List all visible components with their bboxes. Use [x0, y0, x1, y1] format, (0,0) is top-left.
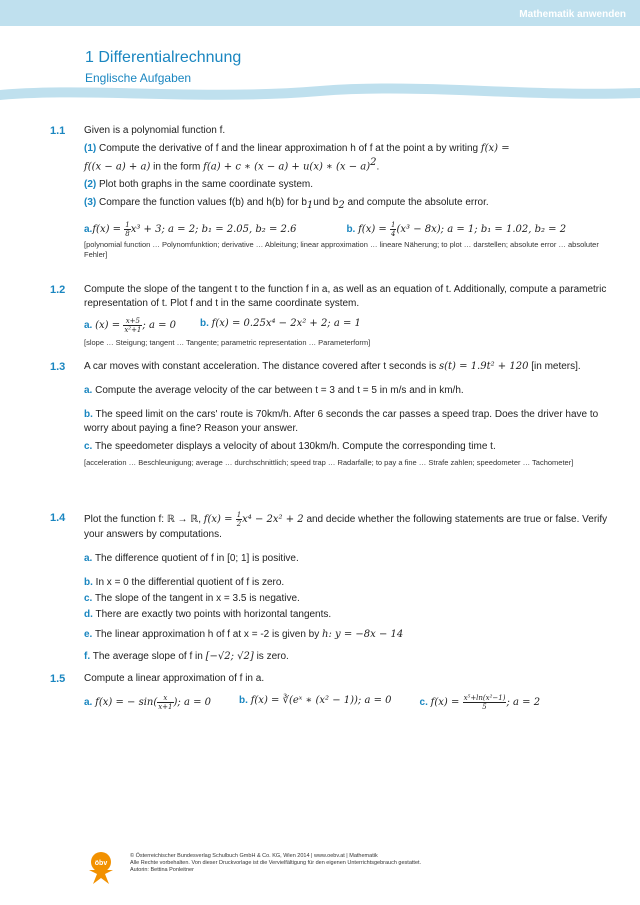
- subtask-b: b. f(x) = ∛(eˣ ∗ (x² − 1)); a = 0: [239, 695, 392, 706]
- task-part-3: (3) Compare the function values f(b) and h(b) for $b_1und$ $b_2$ and compute the absolute error.: [84, 197, 489, 212]
- task-number: 1.2: [50, 284, 66, 296]
- task-subparts: [84, 317, 610, 334]
- svg-text:öbv: öbv: [94, 860, 108, 867]
- task-1-2: [50, 283, 610, 348]
- task-1-3: [50, 360, 610, 468]
- section-tag: Mathematik anwenden: [519, 9, 626, 20]
- glossary: [slope … Steigung; tangent … Tangente; parametric representation … Parameterform]: [84, 338, 371, 347]
- task-part-1: (1) Compute the derivative of f and the linear approximation h of f at the point a by writing f(x) = f((x − a) + a) in the form f(a) + c ∗ (x − a) + u(x) ∗ $(x - a)^2$.: [84, 143, 510, 173]
- task-part-2: (2) Plot both graphs in the same coordinate system.: [84, 179, 314, 191]
- glossary: [polynomial function … Polynomfunktion; derivative … Ableitung; linear approximation … lineare Näherung; to plot … darstellen; absolute error … absoluter Fehler]: [84, 240, 599, 260]
- subtask-b: b. f(x) = 0.25x⁴ − 2x² + 2; a = 1: [200, 318, 361, 329]
- subtask-a: a. (x) = $\frac{x+5}{\text{x²+1}}$ ; a = 0: [84, 317, 176, 334]
- subtask-c: c. The speedometer displays a velocity of about 130km/h. Compute the corresponding time t.: [84, 441, 496, 452]
- task-number: 1.5: [50, 673, 66, 685]
- subtask-a: a. f(x) = − sin( $\frac{x}{x+1}$ ); a = 0: [84, 694, 212, 711]
- subtask-c: c. f(x) = $\frac{\text{x⁵+ln(x²−1)}}{5}$ ; a = 2: [419, 694, 541, 711]
- page-title: 1 Differentialrechnung: [85, 49, 242, 66]
- task-subparts: [84, 221, 610, 238]
- subtask-b: b. f(x) = $\frac{1}{4}$ (x³ − 8x); a = 1; b₁ = 1.02, b₂ = 2: [346, 221, 567, 239]
- statement-e: e. The linear approximation h of f at x = -2 is given by h: y = −8x − 14: [84, 629, 404, 640]
- task-text: A car moves with constant acceleration. The distance covered after t seconds is s(t) = 1.9t² + 120 [in meters].: [84, 361, 581, 372]
- copyright-line: © Österreichischer Bundesverlag Schulbuch GmbH & Co. KG, Wien 2014 | www.oebv.at | Mathematik: [130, 853, 378, 859]
- subtask-a: a.f(x) = $\frac{1}{8}$ x³ + 3; a = 2; b₁ = 2.05, b₂ = 2.6: [84, 221, 297, 239]
- statement-d: d. There are exactly two points with horizontal tangents.: [84, 609, 332, 620]
- page-subtitle: Englische Aufgaben: [85, 71, 192, 85]
- author-line: Autorin: Bettina Ponleitner: [130, 867, 194, 873]
- task-text: Plot the function f: ℝ → ℝ, f(x) = $\frac{1}{2}$ x⁴ − 2x² + 2 and decide whether the following statements are true or false. Verify your answers by computations.: [84, 511, 608, 540]
- subtask-b: b. The speed limit on the cars' route is 70km/h. After 6 seconds the car passes a speed trap. Does the driver have to worry about paying a fine? Reason your answer.: [84, 409, 599, 434]
- statement-f: f. The average slope of f in [−√2; √2] is zero.: [84, 651, 289, 662]
- statement-a: a. The difference quotient of f in [0; 1] is positive.: [84, 553, 299, 564]
- task-text: Compute a linear approximation of f in a.: [84, 673, 265, 684]
- statement-b: b. In x = 0 the differential quotient of f is zero.: [84, 577, 285, 588]
- task-intro: Given is a polynomial function f.: [84, 125, 226, 136]
- subtask-a: a. Compute the average velocity of the car between t = 3 and t = 5 in m/s and in km/h.: [84, 385, 464, 396]
- task-subparts: [84, 694, 610, 711]
- task-text: Compute the slope of the tangent t to the function f in a, as well as an equation of t. Additionally, compute a parametric representation of t. Plot f and t in the same coordinate system.: [84, 284, 607, 309]
- task-1-1: [50, 124, 610, 260]
- task-number: 1.4: [50, 512, 66, 524]
- footer: [130, 853, 421, 874]
- glossary: [acceleration … Beschleunigung; average … durchschnittlich; speed trap … Radarfalle; to pay a fine … Strafe zahlen; speedometer … Tachometer]: [84, 458, 574, 467]
- task-number: 1.1: [50, 125, 66, 137]
- statement-c: c. The slope of the tangent in x = 3.5 is negative.: [84, 593, 300, 604]
- publisher-logo: [83, 848, 119, 888]
- task-1-4: [50, 511, 610, 668]
- task-1-5: [50, 672, 610, 711]
- task-number: 1.3: [50, 361, 66, 373]
- rights-line: Alle Rechte vorbehalten. Von dieser Druckvorlage ist die Vervielfältigung für den eigenen Unterrichtsgebrauch gestattet.: [130, 860, 422, 866]
